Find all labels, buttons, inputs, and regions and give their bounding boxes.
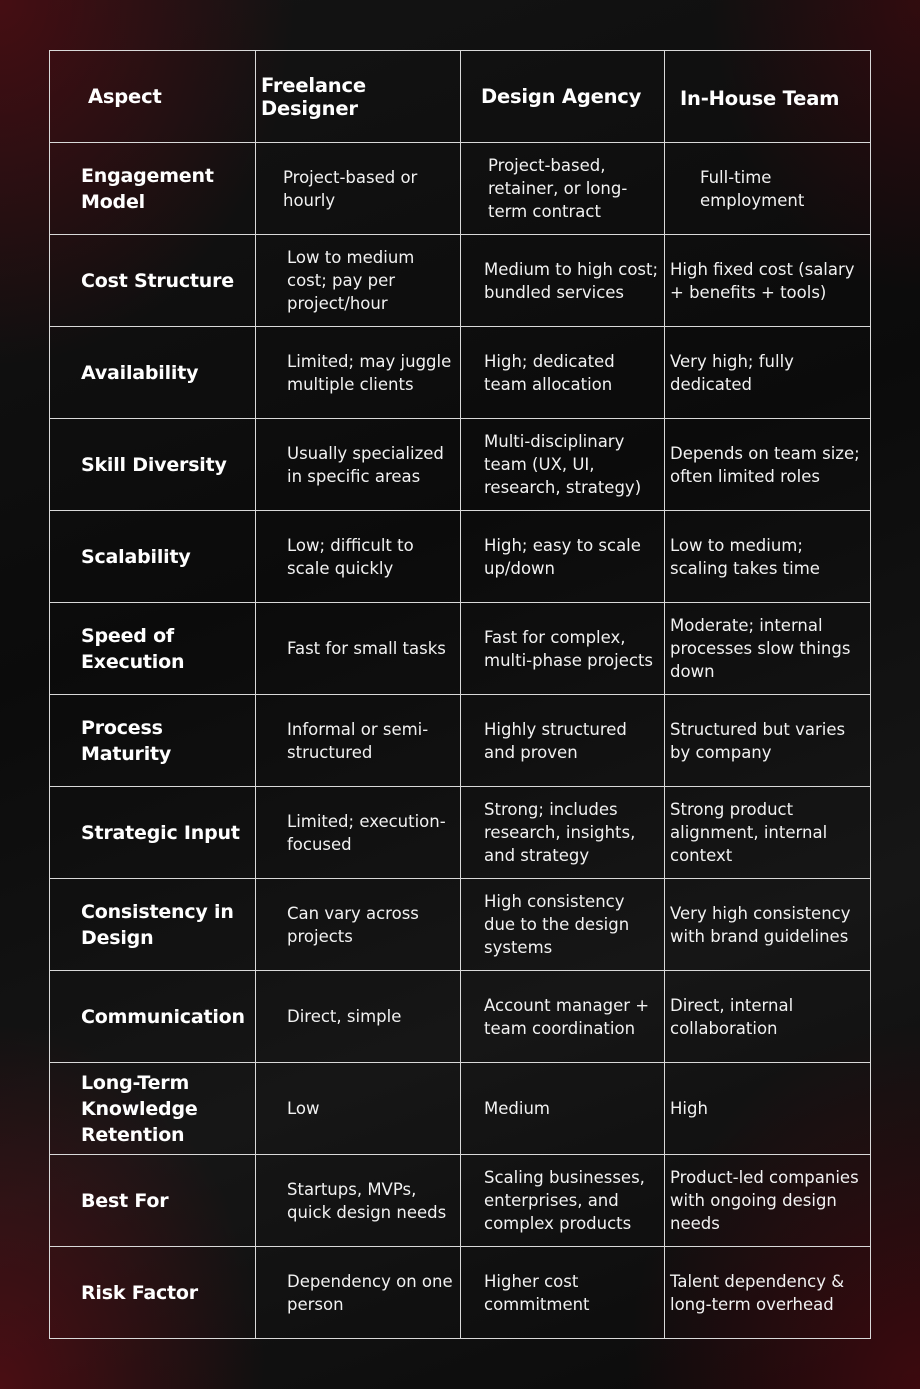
table-row [50, 511, 871, 603]
agency-cell: Medium to high cost; bundled services [461, 235, 665, 327]
aspect-cell: Communication [50, 971, 256, 1063]
agency-cell: Project-based, retainer, or long-term contract [461, 143, 665, 235]
freelance-cell: Can vary across projects [256, 879, 461, 971]
inhouse-cell: High [665, 1063, 871, 1155]
freelance-cell: Limited; may juggle multiple clients [256, 327, 461, 419]
table-row [50, 1063, 871, 1155]
agency-cell: Account manager + team coordination [461, 971, 665, 1063]
table-row [50, 235, 871, 327]
agency-cell: Strong; includes research, insights, and strategy [461, 787, 665, 879]
aspect-cell: Risk Factor [50, 1247, 256, 1339]
header-design-agency: Design Agency [461, 51, 665, 143]
inhouse-cell: Talent dependency & long-term overhead [665, 1247, 871, 1339]
aspect-cell: Strategic Input [50, 787, 256, 879]
agency-cell: High consistency due to the design systems [461, 879, 665, 971]
agency-cell: Highly structured and proven [461, 695, 665, 787]
aspect-cell: Engagement Model [50, 143, 256, 235]
table-row [50, 419, 871, 511]
aspect-cell: Cost Structure [50, 235, 256, 327]
aspect-cell: Long-Term Knowledge Retention [50, 1063, 256, 1155]
inhouse-cell: Depends on team size; often limited roles [665, 419, 871, 511]
freelance-cell: Direct, simple [256, 971, 461, 1063]
header-in-house-team: In-House Team [665, 51, 871, 143]
inhouse-cell: Full-time employment [665, 143, 871, 235]
header-aspect: Aspect [50, 51, 256, 143]
table-row [50, 787, 871, 879]
header-freelance-designer: Freelance Designer [256, 51, 461, 143]
table-row [50, 603, 871, 695]
inhouse-cell: Product-led companies with ongoing design needs [665, 1155, 871, 1247]
freelance-cell: Project-based or hourly [256, 143, 461, 235]
inhouse-cell: Strong product alignment, internal context [665, 787, 871, 879]
comparison-table-container [49, 50, 870, 1339]
freelance-cell: Limited; execution-focused [256, 787, 461, 879]
aspect-cell: Scalability [50, 511, 256, 603]
inhouse-cell: Direct, internal collaboration [665, 971, 871, 1063]
freelance-cell: Dependency on one person [256, 1247, 461, 1339]
freelance-cell: Low to medium cost; pay per project/hour [256, 235, 461, 327]
agency-cell: Fast for complex, multi-phase projects [461, 603, 665, 695]
agency-cell: Medium [461, 1063, 665, 1155]
freelance-cell: Startups, MVPs, quick design needs [256, 1155, 461, 1247]
inhouse-cell: High fixed cost (salary + benefits + tools) [665, 235, 871, 327]
inhouse-cell: Very high; fully dedicated [665, 327, 871, 419]
freelance-cell: Fast for small tasks [256, 603, 461, 695]
inhouse-cell: Low to medium; scaling takes time [665, 511, 871, 603]
agency-cell: Multi-disciplinary team (UX, UI, research, strategy) [461, 419, 665, 511]
freelance-cell: Low; difficult to scale quickly [256, 511, 461, 603]
table-row [50, 971, 871, 1063]
agency-cell: Scaling businesses, enterprises, and complex products [461, 1155, 665, 1247]
table-row [50, 327, 871, 419]
freelance-cell: Informal or semi-structured [256, 695, 461, 787]
agency-cell: High; dedicated team allocation [461, 327, 665, 419]
inhouse-cell: Structured but varies by company [665, 695, 871, 787]
comparison-table [49, 50, 871, 1339]
freelance-cell: Low [256, 1063, 461, 1155]
aspect-cell: Skill Diversity [50, 419, 256, 511]
aspect-cell: Availability [50, 327, 256, 419]
agency-cell: High; easy to scale up/down [461, 511, 665, 603]
aspect-cell: Speed of Execution [50, 603, 256, 695]
agency-cell: Higher cost commitment [461, 1247, 665, 1339]
table-row [50, 1155, 871, 1247]
aspect-cell: Process Maturity [50, 695, 256, 787]
table-row [50, 695, 871, 787]
inhouse-cell: Moderate; internal processes slow things down [665, 603, 871, 695]
table-row [50, 1247, 871, 1339]
table-row [50, 879, 871, 971]
inhouse-cell: Very high consistency with brand guidelines [665, 879, 871, 971]
freelance-cell: Usually specialized in specific areas [256, 419, 461, 511]
aspect-cell: Best For [50, 1155, 256, 1247]
header-row [50, 51, 871, 143]
aspect-cell: Consistency in Design [50, 879, 256, 971]
table-row [50, 143, 871, 235]
